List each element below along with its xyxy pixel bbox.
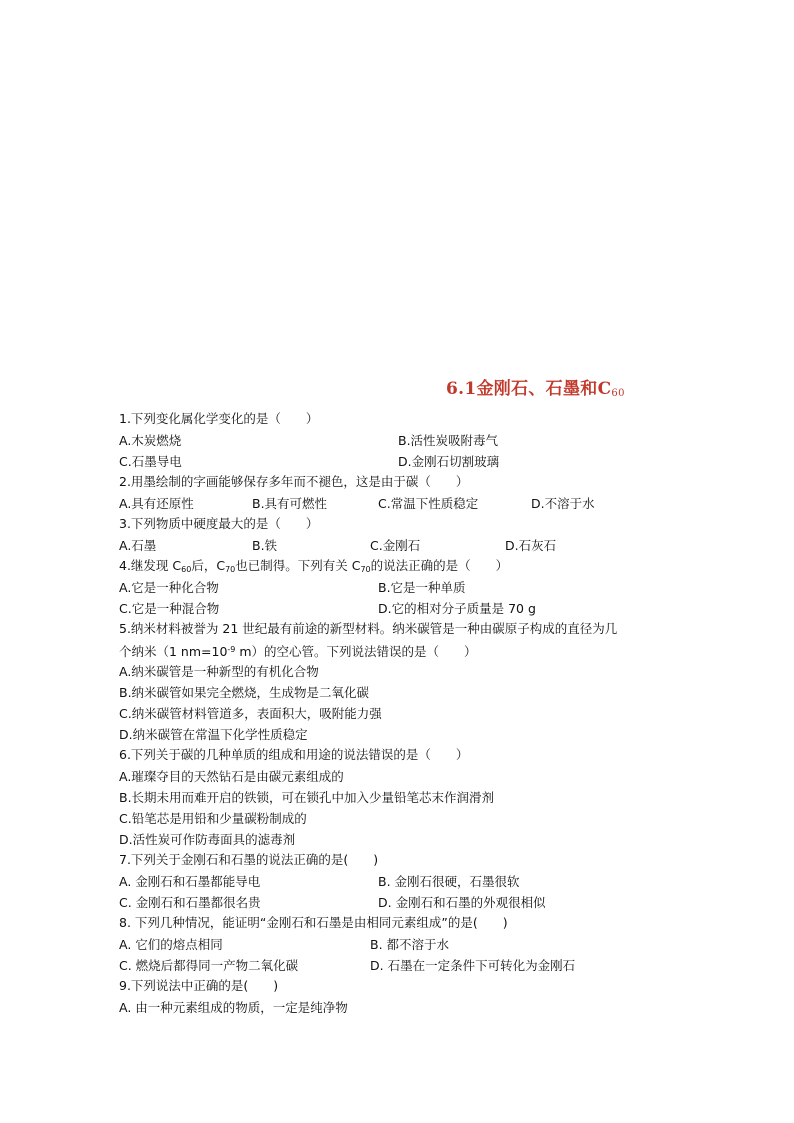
question-2-option-c: C.常温下性质稳定 (378, 496, 479, 511)
question-3-option-c: C.金刚石 (370, 538, 421, 553)
question-2-option-b: B.具有可燃性 (252, 496, 328, 511)
question-5-option-c: C.纳米碳管材料管道多，表面积大，吸附能力强 (119, 706, 382, 721)
question-6-option-a: A.璀璨夺目的天然钻石是由碳元素组成的 (119, 769, 344, 784)
question-8-option-c: C. 燃烧后都得同一产物二氧化碳 (119, 958, 299, 973)
question-7-option-d: D. 金刚石和石墨的外观很相似 (378, 895, 546, 910)
question-5-stem-line-1: 5.纳米材料被誉为 21 世纪最有前途的新型材料。纳米碳管是一种由碳原子构成的直径为几 (119, 621, 618, 636)
question-3-option-a: A.石墨 (119, 538, 157, 553)
question-2-option-d: D.不溶于水 (531, 496, 595, 511)
question-6-option-d: D.活性炭可作防毒面具的滤毒剂 (119, 832, 296, 847)
page-title: 6.1金刚石、石墨和$C_{60}$ (446, 379, 625, 399)
question-8-stem: 8. 下列几种情况，能证明“金刚石和石墨是由相同元素组成”的是( ) (119, 915, 508, 930)
question-3-option-b: B.铁 (252, 538, 278, 553)
question-5-option-b: B.纳米碳管如果完全燃烧，生成物是二氧化碳 (119, 685, 370, 700)
question-2-option-a: A.具有还原性 (119, 496, 194, 511)
question-4-option-b: B.它是一种单质 (378, 580, 466, 595)
question-6-stem: 6.下列关于碳的几种单质的组成和用途的说法错误的是（ ） (119, 747, 469, 762)
question-1-option-a: A.木炭燃烧 (119, 433, 182, 448)
question-8-option-a: A. 它们的熔点相同 (119, 937, 223, 952)
question-1-stem: 1.下列变化属化学变化的是（ ） (119, 411, 319, 426)
question-9-stem: 9.下列说法中正确的是( ) (119, 978, 279, 993)
question-1-option-b: B.活性炭吸附毒气 (398, 433, 499, 448)
question-7-option-c: C. 金刚石和石墨都很名贵 (119, 895, 261, 910)
question-3-stem: 3.下列物质中硬度最大的是（ ） (119, 516, 319, 531)
question-8-option-b: B. 都不溶于水 (370, 937, 450, 952)
question-5-stem-line-2: 个纳米（1 $nm=10^{-9}$ m）的空心管。下列说法错误的是（ ） (119, 644, 477, 659)
question-4-option-c: C.它是一种混合物 (119, 601, 220, 616)
question-7-option-a: A. 金刚石和石墨都能导电 (119, 874, 261, 889)
question-9-option-a: A. 由一种元素组成的物质，一定是纯净物 (119, 1000, 348, 1015)
question-4-option-a: A.它是一种化合物 (119, 580, 219, 595)
question-3-option-d: D.石灰石 (505, 538, 557, 553)
question-4-option-d: D.它的相对分子质量是 70 g (378, 601, 536, 616)
question-2-stem: 2.用墨绘制的字画能够保存多年而不褪色，这是由于碳（ ） (119, 474, 469, 489)
question-4-stem: 4.继发现 $C_{60}$后，$C_{70}$也已制得。下列有关 $C_{70}$的说法正确的是（ ） (119, 558, 509, 574)
question-6-option-b: B.长期未用而难开启的铁锁，可在锁孔中加入少量铅笔芯末作润滑剂 (119, 790, 495, 805)
question-7-option-b: B. 金刚石很硬，石墨很软 (378, 874, 520, 889)
question-5-option-a: A.纳米碳管是一种新型的有机化合物 (119, 664, 319, 679)
question-6-option-c: C.铅笔芯是用铅和少量碳粉制成的 (119, 811, 307, 826)
question-7-stem: 7.下列关于金刚石和石墨的说法正确的是( ) (119, 852, 379, 867)
question-1-option-d: D.金刚石切割玻璃 (398, 454, 500, 469)
question-1-option-c: C.石墨导电 (119, 454, 182, 469)
question-8-option-d: D. 石墨在一定条件下可转化为金刚石 (370, 958, 576, 973)
question-5-option-d: D.纳米碳管在常温下化学性质稳定 (119, 727, 308, 742)
